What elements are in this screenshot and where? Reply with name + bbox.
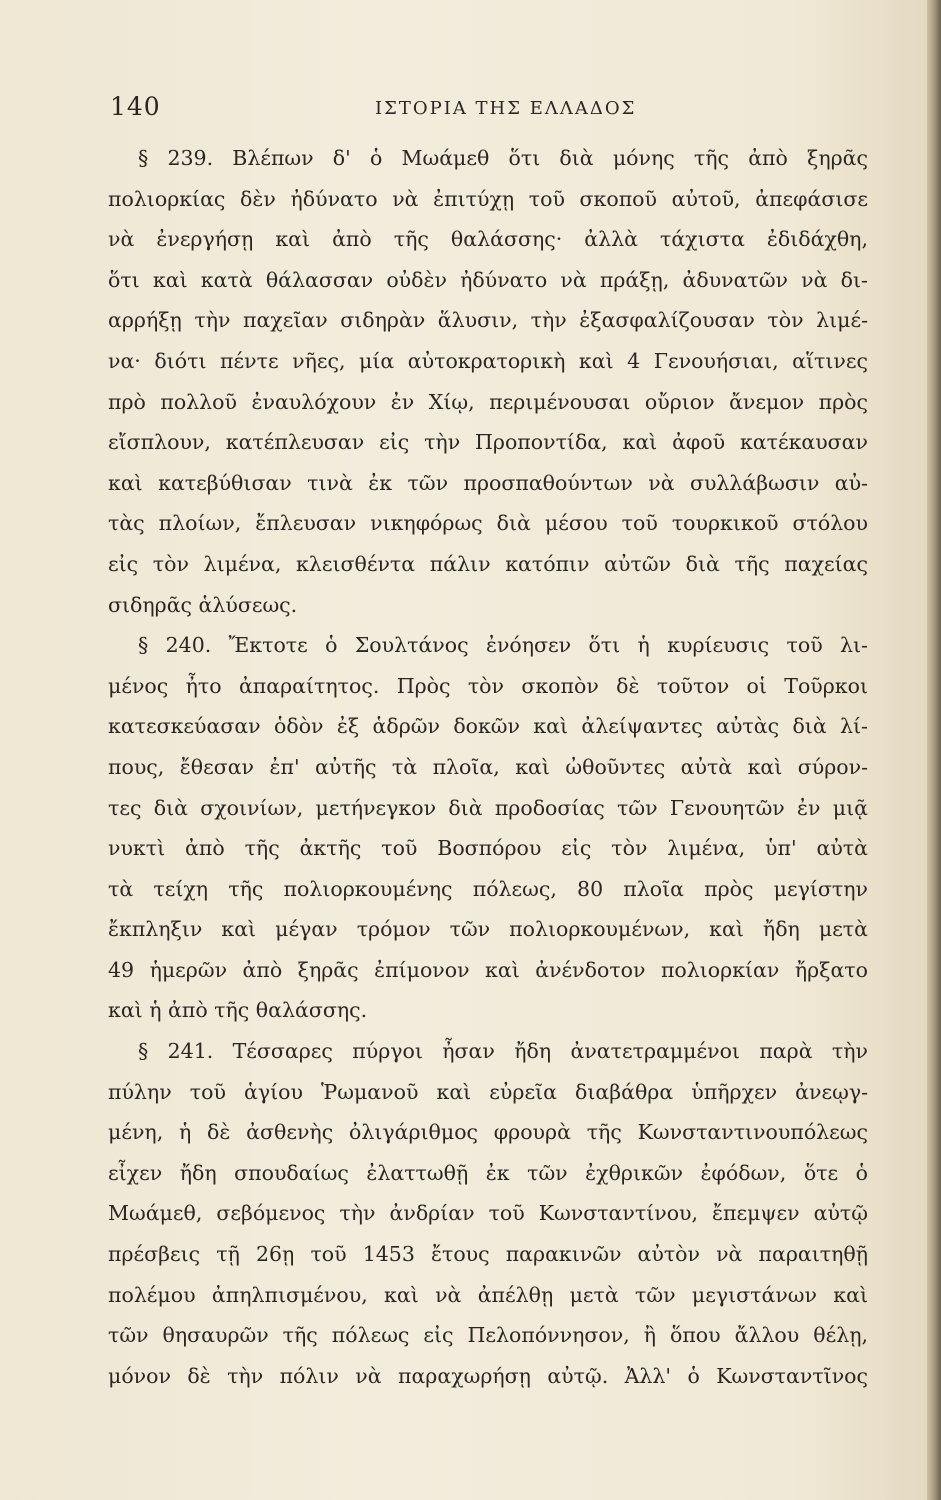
text-line: ὅτι καὶ κατὰ θάλασσαν οὐδὲν ἠδύνατο νὰ πράξῃ, ἀδυνατῶν νὰ δι- (108, 267, 868, 292)
text-line: πους, ἔθεσαν ἐπ' αὐτῆς τὰ πλοῖα, καὶ ὠθοῦντες αὐτὰ καὶ σύρον- (108, 754, 868, 779)
running-head (110, 92, 870, 126)
text-line: νὰ ἐνεργήσῃ καὶ ἀπὸ τῆς θαλάσσης· ἀλλὰ τάχιστα ἐδιδάχθη, (108, 227, 868, 252)
body-text (108, 138, 868, 1396)
text-line: νυκτὶ ἀπὸ τῆς ἀκτῆς τοῦ Βοσπόρου εἰς τὸν λιμένα, ὑπ' αὐτὰ (108, 836, 868, 861)
text-line: μόνον δὲ τὴν πόλιν νὰ παραχωρήσῃ αὐτῷ. Ἀλλ' ὁ Κωνσταντῖνος (108, 1363, 868, 1388)
text-line: εἰς τὸν λιμένα, κλεισθέντα πάλιν κατόπιν αὐτῶν διὰ τῆς παχείας (108, 551, 868, 576)
text-line: τὰς πλοίων, ἔπλευσαν νικηφόρως διὰ μέσου τοῦ τουρκικοῦ στόλου (108, 511, 868, 536)
page-number: 140 (110, 92, 161, 121)
page-edge-shadow (927, 0, 941, 1500)
text-line: § 241. Τέσσαρες πύργοι ἦσαν ἤδη ἀνατετραμμένοι παρὰ τὴν (138, 1039, 868, 1064)
text-line: τὰ τείχη τῆς πολιορκουμένης πόλεως, 80 πλοῖα πρὸς μεγίστην (108, 876, 868, 901)
text-line: ἔκπληξιν καὶ μέγαν τρόμον τῶν πολιορκουμένων, καὶ ἤδη μετὰ (108, 917, 868, 942)
text-line: πρὸ πολλοῦ ἐναυλόχουν ἐν Χίῳ, περιμένουσαι οὔριον ἄνεμον πρὸς (108, 389, 868, 414)
text-line: εἶχεν ἤδη σπουδαίως ἐλαττωθῇ ἐκ τῶν ἐχθρικῶν ἐφόδων, ὅτε ὁ (108, 1160, 868, 1185)
text-line: πύλην τοῦ ἁγίου Ῥωμανοῦ καὶ εὐρεῖα διαβάθρα ὑπῆρχεν ἀνεῳγ- (108, 1079, 868, 1104)
text-line: 49 ἡμερῶν ἀπὸ ξηρᾶς ἐπίμονον καὶ ἀνένδοτον πολιορκίαν ἤρξατο (108, 957, 868, 982)
text-line: πρέσβεις τῇ 26ῃ τοῦ 1453 ἔτους παρακινῶν αὐτὸν νὰ παραιτηθῇ (108, 1242, 868, 1267)
running-title: ΙΣΤΟΡΙΑ ΤΗΣ ΕΛΛΑΔΟΣ (375, 98, 637, 119)
text-line: καὶ ἡ ἀπὸ τῆς θαλάσσης. (108, 998, 368, 1023)
text-line: κατεσκεύασαν ὁδὸν ἐξ ἁδρῶν δοκῶν καὶ ἀλείψαντες αὐτὰς διὰ λί- (108, 714, 868, 739)
text-line: σιδηρᾶς ἁλύσεως. (108, 592, 298, 617)
text-line: πολέμου ἀπηλπισμένου, καὶ νὰ ἀπέλθῃ μετὰ τῶν μεγιστάνων καὶ (108, 1282, 868, 1307)
text-line: πολιορκίας δὲν ἠδύνατο νὰ ἐπιτύχῃ τοῦ σκοποῦ αὐτοῦ, ἀπεφάσισε (108, 186, 868, 211)
text-line: § 239. Βλέπων δ' ὁ Μωάμεθ ὅτι διὰ μόνης τῆς ἀπὸ ξηρᾶς (138, 146, 868, 170)
text-line: μένος ἦτο ἀπαραίτητος. Πρὸς τὸν σκοπὸν δὲ τοῦτον οἱ Τοῦρκοι (108, 673, 868, 698)
text-line: μένη, ἡ δὲ ἀσθενὴς ὀλιγάριθμος φρουρὰ τῆς Κωνσταντινουπόλεως (108, 1120, 868, 1145)
text-line: § 240. Ἔκτοτε ὁ Σουλτάνος ἐνόησεν ὅτι ἡ κυρίευσις τοῦ λι- (138, 633, 868, 658)
text-line: καὶ κατεβύθισαν τινὰ ἐκ τῶν προσπαθούντων νὰ συλλάβωσιν αὐ- (108, 470, 868, 495)
text-line: αρρήξῃ τὴν παχεῖαν σιδηρὰν ἅλυσιν, τὴν ἐξασφαλίζουσαν τὸν λιμέ- (108, 308, 868, 333)
text-line: Μωάμεθ, σεβόμενος τὴν ἀνδρίαν τοῦ Κωνσταντίνου, ἔπεμψεν αὐτῷ (108, 1201, 868, 1226)
text-line: τες διὰ σχοινίων, μετήνεγκον διὰ προδοσίας τῶν Γενουητῶν ἐν μιᾷ (108, 795, 868, 820)
text-line: εἴσπλουν, κατέπλευσαν εἰς τὴν Προποντίδα, καὶ ἀφοῦ κατέκαυσαν (108, 430, 868, 455)
text-line: τῶν θησαυρῶν τῆς πόλεως εἰς Πελοπόννησον, ἢ ὅπου ἄλλου θέλῃ, (108, 1323, 868, 1348)
text-line: να· διότι πέντε νῆες, μία αὐτοκρατορικὴ καὶ 4 Γενουήσιαι, αἵτινες (108, 348, 868, 373)
